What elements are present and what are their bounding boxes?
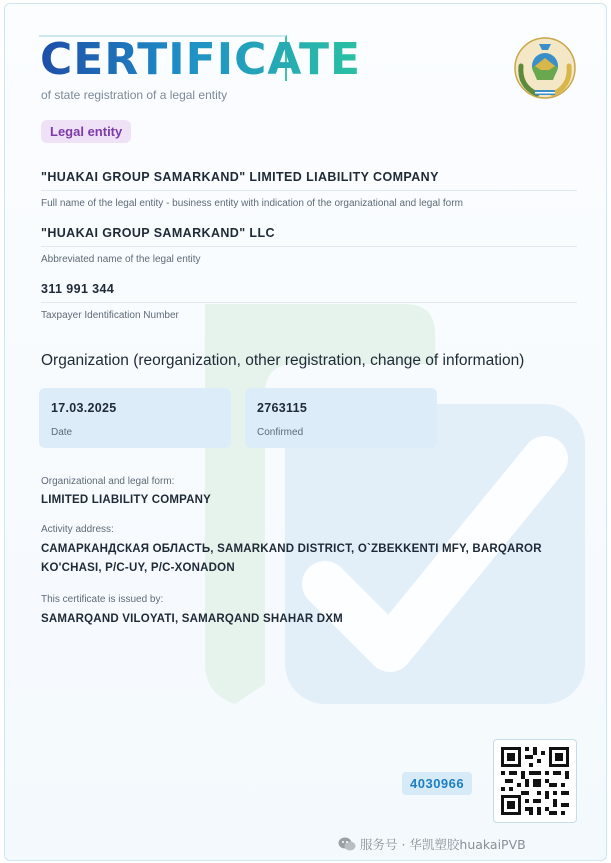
- date-box: [39, 388, 231, 448]
- short-name-field: [41, 226, 577, 265]
- short-name-value: "HUAKAI GROUP SAMARKAND" LLC: [41, 226, 275, 240]
- date-label: Date: [51, 427, 73, 438]
- tin-value: 311 991 344: [41, 282, 115, 296]
- legal-form-label: Organizational and legal form:: [41, 476, 175, 487]
- full-name-field: [41, 170, 577, 209]
- wechat-icon: [338, 837, 356, 851]
- address-line-1: САМАРКАНДСКАЯ ОБЛАСТЬ, SAMARKAND DISTRICT, O`ZBEKKENTI MFY, BARQAROR: [41, 543, 542, 555]
- address-line-2: KO'CHASI, P/C-UY, P/C-XONADON: [41, 562, 235, 574]
- certificate-title: CERTIFICATE: [40, 34, 362, 85]
- confirmed-box: [245, 388, 437, 448]
- full-name-value: "HUAKAI GROUP SAMARKAND" LIMITED LIABILITY COMPANY: [41, 170, 439, 184]
- state-emblem-icon: [513, 36, 577, 100]
- issuer-label: This certificate is issued by:: [41, 594, 164, 605]
- address-label: Activity address:: [41, 524, 114, 535]
- certificate-page: [4, 3, 607, 861]
- qr-code[interactable]: [493, 739, 577, 823]
- tin-field: [41, 282, 577, 321]
- tin-label: Taxpayer Identification Number: [41, 310, 179, 321]
- footer-watermark: [338, 835, 526, 853]
- issuer-value: SAMARQAND VILOYATI, SAMARQAND SHAHAR DXM: [41, 613, 343, 625]
- short-name-label: Abbreviated name of the legal entity: [41, 254, 201, 265]
- confirmed-value: 2763115: [257, 401, 308, 415]
- checkmark-watermark: [175, 284, 595, 724]
- registry-number-badge: 4030966: [402, 772, 472, 795]
- certificate-subtitle: of state registration of a legal entity: [41, 88, 228, 102]
- legal-form-value: LIMITED LIABILITY COMPANY: [41, 494, 212, 506]
- full-name-label: Full name of the legal entity - business entity with indication of the organizational and legal form: [41, 198, 463, 209]
- confirmed-label: Confirmed: [257, 427, 304, 438]
- footer-text: 服务号 · 华凯塑胶huakaiPVB: [359, 837, 526, 852]
- organization-section-title: Organization (reorganization, other registration, change of information): [41, 352, 525, 369]
- legal-entity-chip: Legal entity: [41, 120, 131, 143]
- date-value: 17.03.2025: [51, 401, 117, 415]
